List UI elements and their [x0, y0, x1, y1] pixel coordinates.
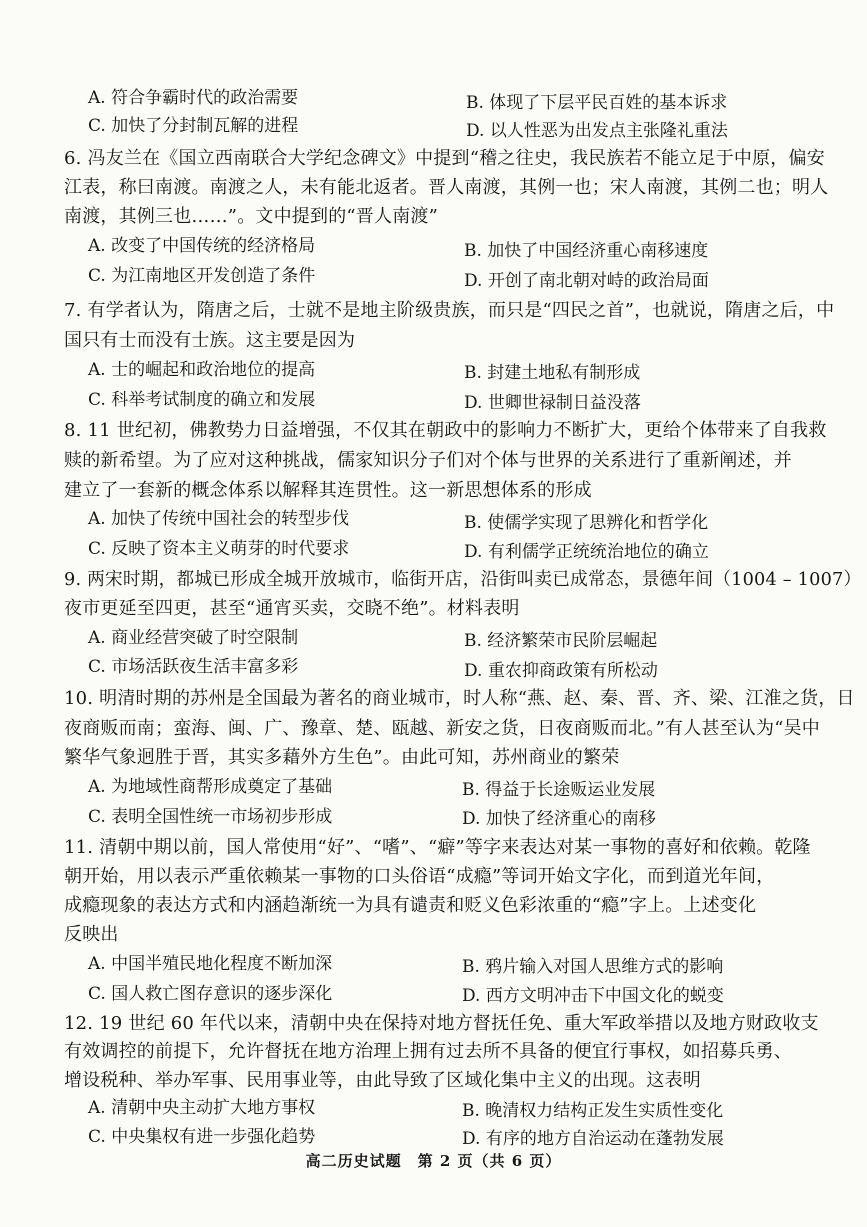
q9-option-a: A. 商业经营突破了时空限制	[88, 628, 299, 648]
q10-option-b: B. 得益于长途贩运业发展	[462, 780, 656, 800]
q9-stem-line-1: 9. 两宋时期，都城已形成全城开放城市，临街开店，沿街叫卖已成常态，景德年间（1004 – 1007）	[64, 569, 862, 590]
q12-option-a: A. 清朝中央主动扩大地方事权	[88, 1098, 316, 1118]
q11-stem-line-2: 朝开始，用以表示严重依赖某一事物的口头俗语“成瘾”等词开始文字化，而到道光年间，	[64, 866, 775, 887]
q5-option-d: D. 以人性恶为出发点主张隆礼重法	[466, 121, 728, 141]
q12-stem-line-2: 有效调控的前提下，允许督抚在地方治理上拥有过去所不具备的便宜行事权，如招募兵勇、	[64, 1041, 792, 1062]
q10-stem-line-3: 繁华气象迥胜于晋，其实多藉外方生色”。由此可知，苏州商业的繁荣	[64, 747, 620, 768]
q8-option-b: B. 使儒学实现了思辨化和哲学化	[464, 513, 709, 533]
q5-option-b: B. 体现了下层平民百姓的基本诉求	[466, 93, 728, 113]
q10-option-c: C. 表明全国性统一市场初步形成	[88, 807, 333, 827]
q8-option-a: A. 加快了传统中国社会的转型步伐	[88, 509, 350, 529]
q10-option-a: A. 为地域性商帮形成奠定了基础	[88, 777, 333, 797]
q11-option-b: B. 鸦片输入对国人思维方式的影响	[462, 957, 724, 977]
q5-option-c: C. 加快了分封制瓦解的进程	[88, 116, 299, 136]
q8-stem-line-3: 建立了一套新的概念体系以解释其连贯性。这一新思想体系的形成	[64, 480, 592, 501]
q7-option-c: C. 科举考试制度的确立和发展	[88, 390, 316, 410]
q6-option-d: D. 开创了南北朝对峙的政治局面	[464, 271, 709, 291]
q7-stem-line-2: 国只有士而没有士族。这主要是因为	[64, 330, 356, 351]
q12-stem-line-3: 增设税种、举办军事、民用事业等，由此导致了区域化集中主义的出现。这表明	[64, 1070, 701, 1091]
q11-stem-line-1: 11. 清朝中期以前，国人常使用“好”、“嗜”、“癖”等字来表达对某一事物的喜好和依赖。乾隆	[64, 837, 811, 858]
q10-stem-line-2: 夜商贩而南；蛮海、闽、广、豫章、楚、瓯越、新安之货，日夜商贩而北。”有人甚至认为“吴中	[64, 718, 820, 739]
q11-option-a: A. 中国半殖民地化程度不断加深	[88, 954, 333, 974]
q11-stem-line-4: 反映出	[64, 924, 119, 945]
page-footer: 高二历史试题 第 2 页（共 6 页）	[305, 1152, 562, 1170]
q8-stem-line-1: 8. 11 世纪初，佛教势力日益增强，不仅其在朝政中的影响力不断扩大，更给个体带来了自我救	[64, 420, 827, 441]
q9-stem-line-2: 夜市更延至四更，甚至“通宵买卖，交晓不绝”。材料表明	[64, 598, 520, 619]
q6-stem-line-1: 6. 冯友兰在《国立西南联合大学纪念碑文》中提到“稽之往史，我民族若不能立足于中原，偏安	[64, 148, 825, 169]
q12-option-c: C. 中央集权有进一步强化趋势	[88, 1127, 316, 1147]
q6-stem-line-3: 南渡，其例三也……”。文中提到的“晋人南渡”	[64, 206, 439, 227]
q10-option-d: D. 加快了经济重心的南移	[462, 809, 656, 829]
q6-option-b: B. 加快了中国经济重心南移速度	[464, 241, 709, 261]
q12-stem-line-1: 12. 19 世纪 60 年代以来，清朝中央在保持对地方督抚任免、重大军政举措以及地方财政收支	[64, 1013, 819, 1034]
q8-option-c: C. 反映了资本主义萌芽的时代要求	[88, 539, 350, 559]
q8-stem-line-2: 赎的新希望。为了应对这种挑战，儒家知识分子们对个体与世界的关系进行了重新阐述，并	[64, 450, 792, 471]
q7-stem-line-1: 7. 有学者认为，隋唐之后，士就不是地主阶级贵族，而只是“四民之首”，也就说，隋唐之后，中	[64, 300, 835, 321]
q12-option-b: B. 晚清权力结构正发生实质性变化	[462, 1101, 724, 1121]
q7-option-a: A. 士的崛起和政治地位的提高	[88, 360, 316, 380]
q6-stem-line-2: 江表，称曰南渡。南渡之人，未有能北返者。晋人南渡，其例一也；宋人南渡，其例二也；明人	[64, 177, 829, 198]
q6-option-a: A. 改变了中国传统的经济格局	[88, 236, 316, 256]
q7-option-b: B. 封建土地私有制形成	[464, 363, 641, 383]
q7-option-d: D. 世卿世禄制日益没落	[464, 393, 641, 413]
q11-option-d: D. 西方文明冲击下中国文化的蜕变	[462, 986, 724, 1006]
q9-option-d: D. 重农抑商政策有所松动	[464, 661, 658, 681]
q12-option-d: D. 有序的地方自治运动在蓬勃发展	[462, 1129, 724, 1149]
q8-option-d: D. 有利儒学正统统治地位的确立	[464, 542, 709, 562]
q11-option-c: C. 国人救亡图存意识的逐步深化	[88, 984, 333, 1004]
q6-option-c: C. 为江南地区开发创造了条件	[88, 266, 316, 286]
q9-option-b: B. 经济繁荣市民阶层崛起	[464, 631, 658, 651]
q9-option-c: C. 市场活跃夜生活丰富多彩	[88, 657, 299, 677]
q10-stem-line-1: 10. 明清时期的苏州是全国最为著名的商业城市，时人称“燕、赵、秦、晋、齐、梁、江淮之货，日	[64, 688, 855, 709]
q11-stem-line-3: 成瘾现象的表达方式和内涵趋渐统一为具有谴责和贬义色彩浓重的“瘾”字上。上述变化	[64, 895, 757, 916]
q5-option-a: A. 符合争霸时代的政治需要	[88, 88, 299, 108]
